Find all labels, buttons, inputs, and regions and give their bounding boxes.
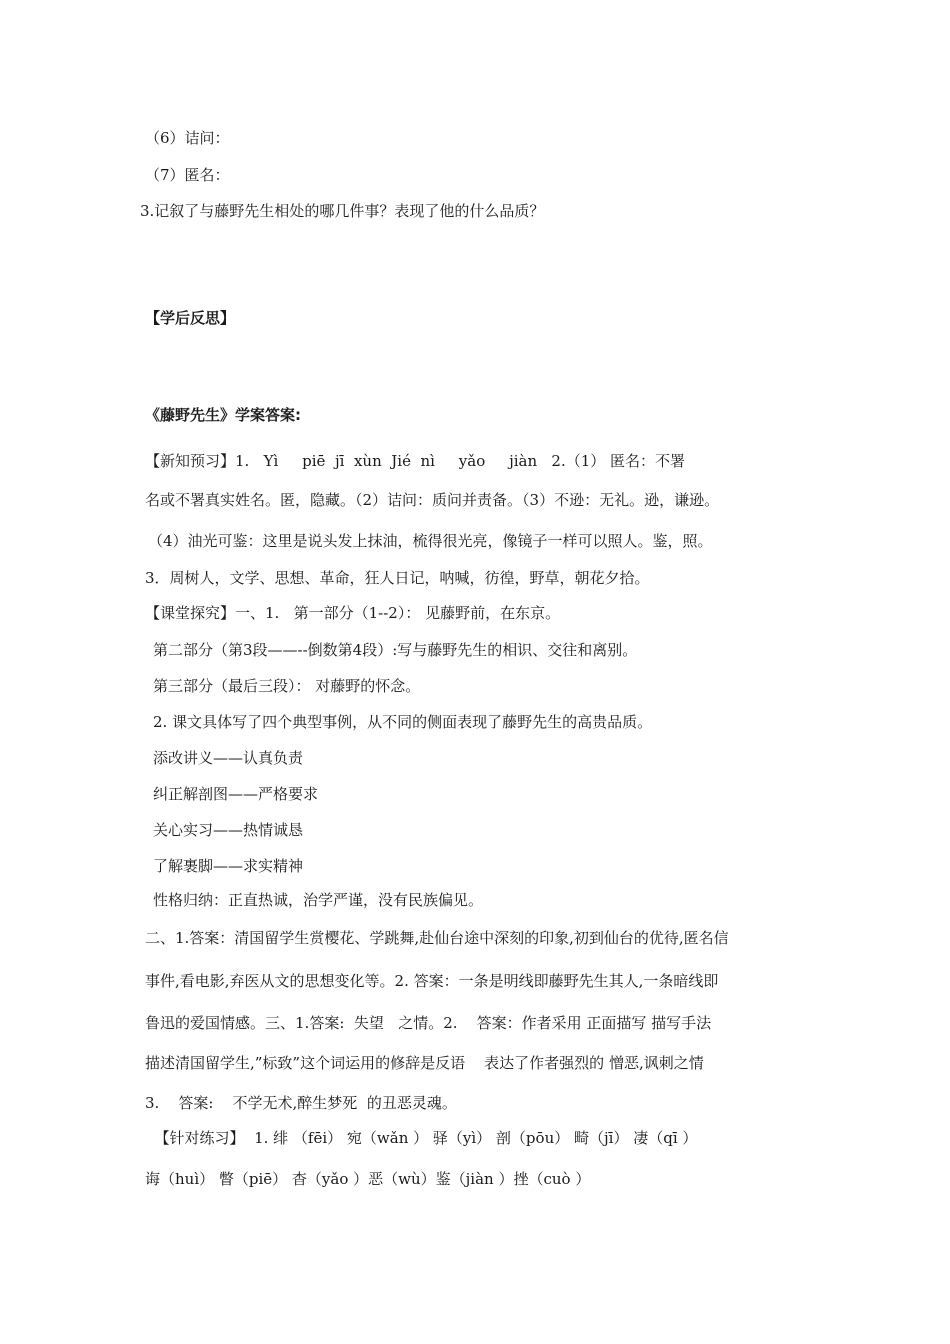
answer-line: 【课堂探究】一、1. 第一部分（1--2）： 见藤野前，在东京。 (145, 604, 561, 622)
answer-line: 名或不署真实姓名。匿，隐藏。（2）诘问：质问并责备。（3）不逊：无礼。逊，谦逊。 (145, 491, 720, 509)
answer-line: 关心实习——热情诚恳 (153, 821, 304, 839)
answer-line: 添改讲义——认真负责 (153, 749, 304, 767)
answer-line: 事件,看电影,弃医从文的思想变化等。2. 答案：一条是明线即藤野先生其人,一条暗线即 (145, 972, 719, 990)
answer-line: （4）油光可鉴：这里是说头发上抹油，梳得很光亮，像镜子一样可以照人。鉴，照。 (148, 532, 713, 550)
reflection-heading: 【学后反思】 (145, 309, 236, 327)
question-3: 3.记叙了与藤野先生相处的哪几件事？表现了他的什么品质？ (140, 202, 545, 220)
answer-line: 纠正解剖图——严格要求 (153, 785, 319, 803)
answer-line: 描述清国留学生,”标致”这个词运用的修辞是反语 表达了作者强烈的 憎恶,讽刺之情 (145, 1054, 704, 1072)
answer-line: 3．周树人，文学、思想、革命，狂人日记，呐喊，彷徨，野草，朝花夕拾。 (145, 569, 650, 587)
answer-line: 【针对练习】 1. 绯 （fēi） 宛（wǎn ） 驿（yì） 剖（pōu） 畸（jī） 凄（qī ） (145, 1129, 698, 1147)
answer-line: 2. 课文具体写了四个典型事例，从不同的侧面表现了藤野先生的高贵品质。 (153, 713, 653, 731)
item-7: （7）匿名： (145, 166, 230, 184)
answer-line: 二、1.答案：清国留学生赏樱花、学跳舞,赴仙台途中深刻的印象,初到仙台的优待,匿名信 (145, 929, 729, 947)
answer-line: 3. 答案: 不学无术,醉生梦死 的丑恶灵魂。 (145, 1094, 457, 1112)
answer-line: 第三部分（最后三段）： 对藤野的怀念。 (153, 677, 421, 695)
answer-line: 性格归纳：正直热诚，治学严谨，没有民族偏见。 (153, 891, 484, 909)
answer-line: 鲁迅的爱国情感。三、1.答案: 失望 之情。2. 答案：作者采用 正面描写 描写手法 (145, 1014, 712, 1032)
answer-line: 【新知预习】1. Yì piē jī xùn Jié nì yǎo jiàn 2.（1） 匿名：不署 (145, 452, 686, 470)
answer-line: 了解裹脚——求实精神 (153, 857, 304, 875)
answers-heading: 《藤野先生》学案答案: (145, 406, 301, 424)
answer-line: 诲（huì） 瞥（piē） 杳（yǎo ）恶（wù）鉴（jiàn ）挫（cuò ） (145, 1170, 591, 1188)
answer-line: 第二部分（第3段——--倒数第4段）:写与藤野先生的相识、交往和离别。 (153, 641, 638, 659)
item-6: （6）诘问： (145, 129, 230, 147)
